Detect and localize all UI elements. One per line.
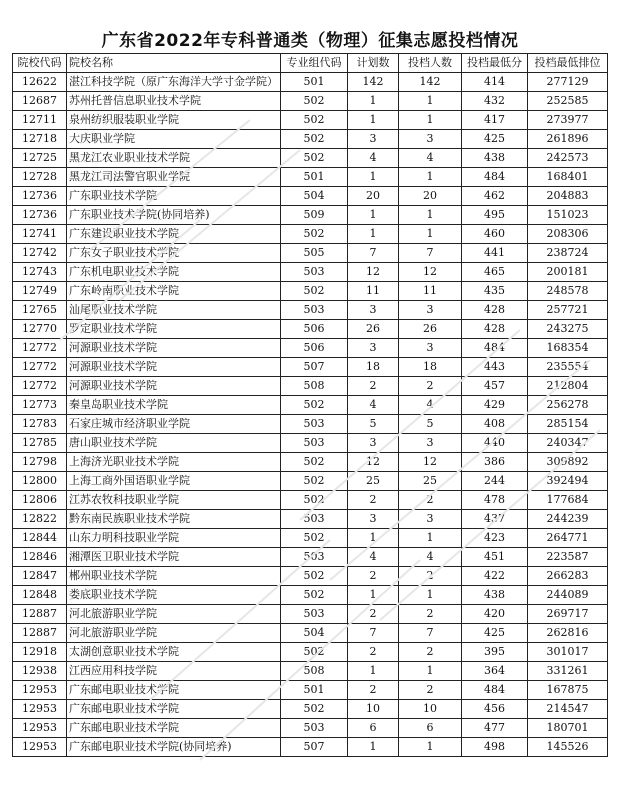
cell-group-code: 502 [281, 130, 348, 149]
cell-group-code: 503 [281, 548, 348, 567]
table-row [13, 567, 608, 586]
cell-group-code: 502 [281, 586, 348, 605]
cell-code: 12846 [13, 548, 67, 567]
cell-admitted: 7 [399, 244, 462, 263]
table-row [13, 244, 608, 263]
cell-min-score: 462 [462, 187, 528, 206]
cell-code: 12844 [13, 529, 67, 548]
cell-admitted: 5 [399, 415, 462, 434]
cell-group-code: 502 [281, 149, 348, 168]
cell-min-rank: 243275 [528, 320, 608, 339]
cell-admitted: 20 [399, 187, 462, 206]
cell-plan: 12 [348, 263, 399, 282]
cell-code: 12749 [13, 282, 67, 301]
cell-name: 上海工商外国语职业学院 [67, 472, 281, 491]
cell-plan: 142 [348, 73, 399, 92]
cell-plan: 1 [348, 662, 399, 681]
table-row [13, 624, 608, 643]
cell-group-code: 503 [281, 263, 348, 282]
table-row [13, 586, 608, 605]
cell-min-score: 441 [462, 244, 528, 263]
cell-min-score: 244 [462, 472, 528, 491]
cell-min-score: 438 [462, 149, 528, 168]
cell-min-score: 440 [462, 434, 528, 453]
cell-name: 河北旅游职业学院 [67, 624, 281, 643]
table-row [13, 510, 608, 529]
cell-min-score: 435 [462, 282, 528, 301]
cell-admitted: 6 [399, 719, 462, 738]
cell-min-rank: 145526 [528, 738, 608, 757]
cell-group-code: 504 [281, 187, 348, 206]
cell-min-rank: 223587 [528, 548, 608, 567]
cell-code: 12772 [13, 358, 67, 377]
table-row [13, 643, 608, 662]
cell-admitted: 2 [399, 491, 462, 510]
cell-min-score: 408 [462, 415, 528, 434]
cell-plan: 18 [348, 358, 399, 377]
table-row [13, 282, 608, 301]
table-row [13, 320, 608, 339]
cell-code: 12953 [13, 719, 67, 738]
cell-min-score: 429 [462, 396, 528, 415]
cell-min-rank: 331261 [528, 662, 608, 681]
table-row [13, 396, 608, 415]
cell-min-rank: 212804 [528, 377, 608, 396]
cell-name: 黑龙江农业职业技术学院 [67, 149, 281, 168]
cell-plan: 4 [348, 149, 399, 168]
cell-min-score: 414 [462, 73, 528, 92]
cell-admitted: 3 [399, 339, 462, 358]
cell-min-rank: 180701 [528, 719, 608, 738]
cell-code: 12918 [13, 643, 67, 662]
header-admitted: 投档人数 [399, 54, 462, 73]
cell-name: 郴州职业技术学院 [67, 567, 281, 586]
cell-min-score: 428 [462, 301, 528, 320]
cell-min-rank: 168354 [528, 339, 608, 358]
table-row [13, 700, 608, 719]
cell-group-code: 502 [281, 491, 348, 510]
cell-min-score: 451 [462, 548, 528, 567]
cell-code: 12887 [13, 605, 67, 624]
cell-name: 太湖创意职业技术学院 [67, 643, 281, 662]
cell-code: 12938 [13, 662, 67, 681]
cell-name: 广东邮电职业技术学院(协同培养) [67, 738, 281, 757]
cell-admitted: 2 [399, 605, 462, 624]
cell-plan: 1 [348, 206, 399, 225]
table-row [13, 301, 608, 320]
table-row [13, 548, 608, 567]
cell-code: 12773 [13, 396, 67, 415]
cell-group-code: 508 [281, 662, 348, 681]
table-row [13, 415, 608, 434]
cell-admitted: 1 [399, 92, 462, 111]
cell-group-code: 509 [281, 206, 348, 225]
cell-min-score: 428 [462, 320, 528, 339]
table-row [13, 377, 608, 396]
cell-group-code: 502 [281, 567, 348, 586]
cell-min-rank: 252585 [528, 92, 608, 111]
cell-plan: 20 [348, 187, 399, 206]
table-row [13, 662, 608, 681]
table-row [13, 434, 608, 453]
cell-admitted: 4 [399, 396, 462, 415]
cell-min-rank: 248578 [528, 282, 608, 301]
cell-code: 12800 [13, 472, 67, 491]
cell-min-rank: 238724 [528, 244, 608, 263]
table-row [13, 92, 608, 111]
cell-name: 苏州托普信息职业技术学院 [67, 92, 281, 111]
cell-min-score: 443 [462, 358, 528, 377]
cell-min-rank: 273977 [528, 111, 608, 130]
header-name: 院校名称 [67, 54, 281, 73]
cell-plan: 1 [348, 586, 399, 605]
cell-admitted: 3 [399, 434, 462, 453]
cell-name: 黑龙江司法警官职业学院 [67, 168, 281, 187]
cell-name: 广东建设职业技术学院 [67, 225, 281, 244]
cell-code: 12785 [13, 434, 67, 453]
cell-admitted: 4 [399, 149, 462, 168]
cell-plan: 1 [348, 225, 399, 244]
cell-code: 12887 [13, 624, 67, 643]
cell-min-rank: 208306 [528, 225, 608, 244]
cell-group-code: 501 [281, 73, 348, 92]
cell-min-rank: 261896 [528, 130, 608, 149]
cell-group-code: 502 [281, 282, 348, 301]
cell-admitted: 1 [399, 111, 462, 130]
cell-admitted: 7 [399, 624, 462, 643]
cell-min-score: 425 [462, 624, 528, 643]
cell-group-code: 503 [281, 719, 348, 738]
cell-name: 上海济光职业技术学院 [67, 453, 281, 472]
cell-code: 12953 [13, 681, 67, 700]
cell-code: 12953 [13, 700, 67, 719]
cell-code: 12953 [13, 738, 67, 757]
cell-code: 12742 [13, 244, 67, 263]
cell-code: 12741 [13, 225, 67, 244]
cell-min-score: 456 [462, 700, 528, 719]
cell-code: 12772 [13, 339, 67, 358]
table-row [13, 111, 608, 130]
cell-group-code: 503 [281, 605, 348, 624]
cell-name: 山东力明科技职业学院 [67, 529, 281, 548]
cell-min-rank: 266283 [528, 567, 608, 586]
cell-code: 12770 [13, 320, 67, 339]
cell-group-code: 503 [281, 301, 348, 320]
table-row [13, 738, 608, 757]
cell-admitted: 1 [399, 738, 462, 757]
table-row [13, 187, 608, 206]
cell-group-code: 508 [281, 377, 348, 396]
cell-group-code: 504 [281, 624, 348, 643]
table-row [13, 339, 608, 358]
cell-min-score: 432 [462, 92, 528, 111]
cell-name: 黔东南民族职业技术学院 [67, 510, 281, 529]
cell-min-rank: 235554 [528, 358, 608, 377]
cell-min-rank: 285154 [528, 415, 608, 434]
cell-code: 12718 [13, 130, 67, 149]
cell-min-score: 495 [462, 206, 528, 225]
cell-code: 12725 [13, 149, 67, 168]
cell-group-code: 505 [281, 244, 348, 263]
cell-group-code: 502 [281, 700, 348, 719]
cell-min-score: 484 [462, 168, 528, 187]
cell-plan: 3 [348, 339, 399, 358]
cell-group-code: 503 [281, 434, 348, 453]
cell-plan: 1 [348, 111, 399, 130]
cell-code: 12806 [13, 491, 67, 510]
cell-admitted: 3 [399, 130, 462, 149]
cell-admitted: 2 [399, 567, 462, 586]
cell-plan: 3 [348, 130, 399, 149]
cell-plan: 1 [348, 738, 399, 757]
cell-name: 广东邮电职业技术学院 [67, 700, 281, 719]
cell-min-score: 386 [462, 453, 528, 472]
cell-name: 广东岭南职业技术学院 [67, 282, 281, 301]
cell-code: 12622 [13, 73, 67, 92]
cell-admitted: 25 [399, 472, 462, 491]
cell-group-code: 503 [281, 415, 348, 434]
cell-plan: 4 [348, 548, 399, 567]
header-plan: 计划数 [348, 54, 399, 73]
cell-code: 12711 [13, 111, 67, 130]
table-row [13, 263, 608, 282]
table-row [13, 149, 608, 168]
cell-code: 12847 [13, 567, 67, 586]
cell-admitted: 3 [399, 301, 462, 320]
cell-name: 罗定职业技术学院 [67, 320, 281, 339]
cell-admitted: 3 [399, 510, 462, 529]
table-body [13, 73, 608, 757]
cell-min-score: 425 [462, 130, 528, 149]
cell-group-code: 502 [281, 643, 348, 662]
cell-name: 湛江科技学院（原广东海洋大学寸金学院） [67, 73, 281, 92]
cell-code: 12765 [13, 301, 67, 320]
cell-plan: 10 [348, 700, 399, 719]
cell-name: 河源职业技术学院 [67, 358, 281, 377]
cell-min-score: 417 [462, 111, 528, 130]
cell-min-rank: 264771 [528, 529, 608, 548]
cell-admitted: 4 [399, 548, 462, 567]
cell-min-score: 364 [462, 662, 528, 681]
cell-code: 12798 [13, 453, 67, 472]
cell-plan: 3 [348, 510, 399, 529]
cell-min-rank: 244239 [528, 510, 608, 529]
table-row [13, 358, 608, 377]
cell-min-rank: 168401 [528, 168, 608, 187]
cell-min-score: 465 [462, 263, 528, 282]
cell-group-code: 507 [281, 358, 348, 377]
cell-name: 广东职业技术学院 [67, 187, 281, 206]
cell-min-rank: 301017 [528, 643, 608, 662]
table-row [13, 130, 608, 149]
cell-plan: 12 [348, 453, 399, 472]
cell-code: 12736 [13, 206, 67, 225]
cell-min-score: 420 [462, 605, 528, 624]
cell-code: 12728 [13, 168, 67, 187]
cell-group-code: 503 [281, 510, 348, 529]
cell-name: 广东邮电职业技术学院 [67, 681, 281, 700]
cell-min-score: 498 [462, 738, 528, 757]
cell-plan: 26 [348, 320, 399, 339]
cell-code: 12736 [13, 187, 67, 206]
cell-admitted: 12 [399, 453, 462, 472]
cell-plan: 5 [348, 415, 399, 434]
cell-plan: 3 [348, 301, 399, 320]
cell-min-rank: 244089 [528, 586, 608, 605]
cell-admitted: 1 [399, 662, 462, 681]
cell-min-rank: 240347 [528, 434, 608, 453]
cell-min-rank: 392494 [528, 472, 608, 491]
cell-admitted: 2 [399, 681, 462, 700]
cell-min-rank: 257721 [528, 301, 608, 320]
table-header-row [13, 54, 608, 73]
cell-min-score: 457 [462, 377, 528, 396]
cell-min-rank: 277129 [528, 73, 608, 92]
cell-admitted: 12 [399, 263, 462, 282]
table-row [13, 73, 608, 92]
cell-name: 河北旅游职业学院 [67, 605, 281, 624]
cell-min-score: 437 [462, 510, 528, 529]
cell-group-code: 501 [281, 168, 348, 187]
cell-min-score: 460 [462, 225, 528, 244]
cell-admitted: 142 [399, 73, 462, 92]
cell-min-score: 484 [462, 681, 528, 700]
cell-min-score: 477 [462, 719, 528, 738]
cell-min-rank: 309892 [528, 453, 608, 472]
cell-name: 广东机电职业技术学院 [67, 263, 281, 282]
table-row [13, 491, 608, 510]
cell-min-rank: 256278 [528, 396, 608, 415]
cell-plan: 1 [348, 168, 399, 187]
cell-admitted: 18 [399, 358, 462, 377]
cell-min-score: 478 [462, 491, 528, 510]
cell-name: 江西应用科技学院 [67, 662, 281, 681]
cell-group-code: 502 [281, 396, 348, 415]
cell-admitted: 1 [399, 168, 462, 187]
cell-min-rank: 269717 [528, 605, 608, 624]
cell-name: 广东邮电职业技术学院 [67, 719, 281, 738]
cell-min-rank: 200181 [528, 263, 608, 282]
cell-plan: 2 [348, 567, 399, 586]
cell-admitted: 1 [399, 225, 462, 244]
cell-plan: 25 [348, 472, 399, 491]
cell-group-code: 502 [281, 529, 348, 548]
cell-admitted: 10 [399, 700, 462, 719]
cell-plan: 6 [348, 719, 399, 738]
cell-name: 泉州纺织服装职业学院 [67, 111, 281, 130]
cell-name: 石家庄城市经济职业学院 [67, 415, 281, 434]
cell-group-code: 506 [281, 320, 348, 339]
table-row [13, 225, 608, 244]
cell-group-code: 502 [281, 92, 348, 111]
cell-min-score: 422 [462, 567, 528, 586]
cell-name: 河源职业技术学院 [67, 377, 281, 396]
cell-admitted: 1 [399, 586, 462, 605]
cell-plan: 7 [348, 244, 399, 263]
cell-admitted: 1 [399, 206, 462, 225]
cell-admitted: 2 [399, 377, 462, 396]
cell-name: 唐山职业技术学院 [67, 434, 281, 453]
cell-code: 12783 [13, 415, 67, 434]
cell-min-rank: 151023 [528, 206, 608, 225]
cell-plan: 1 [348, 92, 399, 111]
table-row [13, 206, 608, 225]
admission-table [12, 53, 608, 757]
cell-name: 秦皇岛职业技术学院 [67, 396, 281, 415]
header-min-score: 投档最低分 [462, 54, 528, 73]
cell-plan: 11 [348, 282, 399, 301]
cell-group-code: 501 [281, 681, 348, 700]
cell-plan: 2 [348, 377, 399, 396]
table-row [13, 472, 608, 491]
cell-plan: 7 [348, 624, 399, 643]
cell-min-rank: 204883 [528, 187, 608, 206]
cell-name: 湘潭医卫职业技术学院 [67, 548, 281, 567]
cell-min-rank: 214547 [528, 700, 608, 719]
cell-min-score: 438 [462, 586, 528, 605]
cell-plan: 2 [348, 643, 399, 662]
cell-min-score: 395 [462, 643, 528, 662]
cell-min-rank: 177684 [528, 491, 608, 510]
table-row [13, 681, 608, 700]
table-row [13, 605, 608, 624]
table-row [13, 453, 608, 472]
cell-code: 12822 [13, 510, 67, 529]
cell-plan: 2 [348, 681, 399, 700]
cell-group-code: 502 [281, 453, 348, 472]
table-row [13, 719, 608, 738]
cell-min-score: 484 [462, 339, 528, 358]
cell-plan: 2 [348, 605, 399, 624]
cell-plan: 1 [348, 529, 399, 548]
cell-code: 12848 [13, 586, 67, 605]
cell-plan: 2 [348, 491, 399, 510]
cell-group-code: 506 [281, 339, 348, 358]
cell-admitted: 26 [399, 320, 462, 339]
cell-plan: 3 [348, 434, 399, 453]
header-group-code: 专业组代码 [281, 54, 348, 73]
cell-min-score: 423 [462, 529, 528, 548]
cell-min-rank: 167875 [528, 681, 608, 700]
cell-code: 12743 [13, 263, 67, 282]
cell-admitted: 11 [399, 282, 462, 301]
cell-name: 汕尾职业技术学院 [67, 301, 281, 320]
cell-name: 河源职业技术学院 [67, 339, 281, 358]
cell-admitted: 2 [399, 643, 462, 662]
cell-group-code: 502 [281, 111, 348, 130]
cell-name: 娄底职业技术学院 [67, 586, 281, 605]
cell-name: 广东女子职业技术学院 [67, 244, 281, 263]
cell-code: 12772 [13, 377, 67, 396]
cell-name: 广东职业技术学院(协同培养) [67, 206, 281, 225]
cell-group-code: 502 [281, 472, 348, 491]
cell-plan: 4 [348, 396, 399, 415]
cell-code: 12687 [13, 92, 67, 111]
cell-name: 大庆职业学院 [67, 130, 281, 149]
cell-name: 江苏农牧科技职业学院 [67, 491, 281, 510]
table-row [13, 529, 608, 548]
cell-group-code: 507 [281, 738, 348, 757]
cell-group-code: 502 [281, 225, 348, 244]
page-title: 广东省2022年专科普通类（物理）征集志愿投档情况 [101, 31, 519, 51]
cell-min-rank: 262816 [528, 624, 608, 643]
cell-admitted: 1 [399, 529, 462, 548]
table-row [13, 168, 608, 187]
header-min-rank: 投档最低排位 [528, 54, 608, 73]
cell-min-rank: 242573 [528, 149, 608, 168]
header-code: 院校代码 [13, 54, 67, 73]
